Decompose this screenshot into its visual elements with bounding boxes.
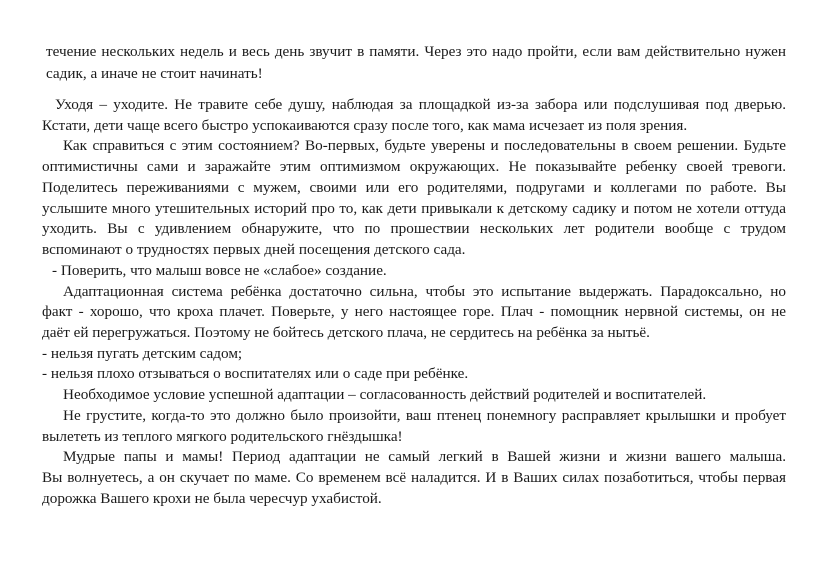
- text-line-22: дорожка Вашего крохи не была чересчур ухабистой.: [42, 490, 382, 507]
- text-line-18: Не грустите, когда-то это должно было произойти, ваш птенец понемногу расправляет крылышки и пробует: [63, 407, 786, 424]
- text-line-10: вспоминают о трудностях первых дней посещения детского сада.: [42, 241, 466, 258]
- text-line-3: Уходя – уходите. Не травите себе душу, наблюдая за площадкой из-за забора или подслушивая под дверью.: [55, 96, 786, 113]
- text-line-7: Поделитесь переживаниями с мужем, своими или его родителями, подругами и коллегами по работе. Вы: [42, 179, 786, 196]
- text-line-21: Вы волнуетесь, а он скучает по маме. Со временем всё наладится. И в Ваших силах позаботиться, чтобы первая: [42, 469, 786, 486]
- text-line-13: факт - хорошо, что кроха плачет. Поверьте, у него настоящее горе. Плач - помощник нервной системы, он не: [42, 303, 786, 320]
- text-line-6: оптимистичны сами и заражайте этим оптимизмом окружающих. Не показывайте ребенку своей тревоги.: [42, 158, 786, 175]
- text-line-11: - Поверить, что малыш вовсе не «слабое» создание.: [52, 262, 387, 279]
- text-line-16: - нельзя плохо отзываться о воспитателях или о саде при ребёнке.: [42, 365, 469, 382]
- text-line-17: Необходимое условие успешной адаптации – согласованность действий родителей и воспитателей.: [63, 386, 707, 403]
- text-line-5: Как справиться с этим состоянием? Во-первых, будьте уверены и последовательны в своем решении. Будьте: [63, 137, 786, 154]
- text-line-14: даёт ей перегружаться. Поэтому не бойтесь детского плача, не сердитесь на ребёнка за нытьё.: [42, 324, 650, 341]
- text-line-20: Мудрые папы и мамы! Период адаптации не самый легкий в Вашей жизни и жизни вашего малыша.: [63, 448, 786, 465]
- text-line-9: уходить. Вы с удивлением обнаружите, что по прошествии нескольких лет родители вообще с трудом: [42, 220, 786, 237]
- text-line-19: вылететь из теплого мягкого родительского гнёздышка!: [42, 428, 403, 445]
- text-line-1: течение нескольких недель и весь день звучит в памяти. Через это надо пройти, если вам действительно нужен: [46, 43, 786, 60]
- text-line-12: Адаптационная система ребёнка достаточно сильна, чтобы это испытание выдержать. Парадоксально, но: [63, 283, 786, 300]
- text-line-2: садик, а иначе не стоит начинать!: [46, 65, 263, 82]
- text-line-15: - нельзя пугать детским садом;: [42, 345, 243, 362]
- text-line-4: Кстати, дети чаще всего быстро успокаиваются сразу после того, как мама исчезает из поля зрения.: [42, 117, 688, 134]
- text-line-8: услышите много утешительных историй про то, как дети привыкали к детскому садику и потом не хотели оттуда: [42, 200, 786, 217]
